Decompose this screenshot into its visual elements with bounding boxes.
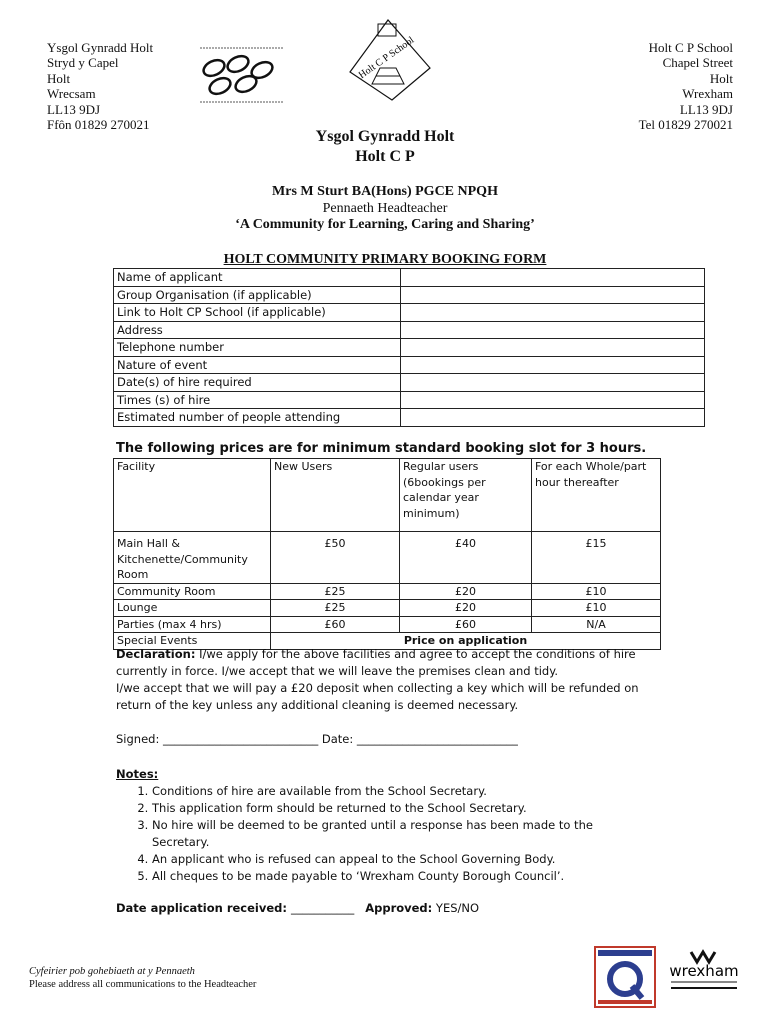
price-note: The following prices are for minimum standard booking slot for 3 hours. [116,441,647,456]
field-input[interactable] [401,321,705,339]
address-line: Ysgol Gynradd Holt [47,40,154,55]
field-input[interactable] [401,356,705,374]
field-label: Address [114,321,401,339]
note-item: 2. This application form should be returned to the School Secretary. [152,800,632,817]
price-cell: £10 [532,600,661,617]
address-line: LL13 9DJ [47,101,101,117]
address-line: Holt C P School [648,40,733,55]
address-line: Stryd y Capel [47,55,119,71]
price-cell: £20 [400,600,532,617]
field-input[interactable] [401,286,705,304]
crest-text: Holt C P School [356,34,417,82]
price-cell: £25 [271,600,400,617]
column-header: Regular users (6bookings per calendar year minimum) [400,459,532,532]
column-header: New Users [271,459,400,532]
table-row [114,304,705,322]
declaration [116,646,646,714]
table-row [114,616,661,633]
table-row [114,600,661,617]
note-item: 5. All cheques to be made payable to ‘Wrexham County Borough Council’. [152,868,632,885]
facility-cell: Main Hall & Kitchenette/Community Room [114,532,271,584]
address-line: Holt [47,70,71,86]
headteacher-name: Mrs M Sturt BA(Hons) PGCE NPQH [272,184,498,199]
notes-title: Notes: [116,767,159,781]
school-title-welsh: Ysgol Gynradd Holt [315,128,455,145]
school-crest-logo [342,14,434,106]
price-table [113,458,661,650]
received-blank[interactable]: ___________ [290,901,355,915]
price-on-application: Price on application [271,633,661,650]
english-address [639,40,733,132]
table-row [114,374,705,392]
field-label: Times (s) of hire [114,391,401,409]
declaration-label: Declaration: [116,647,196,661]
field-label: Group Organisation (if applicable) [114,286,401,304]
wrexham-logo-text: wrexham [669,962,739,980]
school-title-english: Holt C P [355,148,415,165]
table-row [114,286,705,304]
received-label: Date application received: [116,901,291,915]
facility-cell: Special Events [114,633,271,650]
facility-cell: Lounge [114,600,271,617]
footer-welsh: Cyfeirier pob gohebiaeth at y Pennaeth [29,966,195,977]
table-row [114,269,705,287]
note-item: 4. An applicant who is refused can appeal to the School Governing Body. [152,851,632,868]
signature-line[interactable]: Signed: ___________________________ Date: ____________________________ [116,732,518,746]
footer-english: Please address all communications to the Headteacher [29,979,257,990]
field-input[interactable] [401,304,705,322]
office-use-line [116,900,479,917]
field-input[interactable] [401,339,705,357]
address-line: Chapel Street [662,55,733,71]
applicant-details-table [113,268,705,427]
price-cell: £10 [532,583,661,600]
headteacher-role: Pennaeth Headteacher [322,201,448,216]
approved-value: YES/NO [432,901,480,915]
approved-label: Approved: [365,901,433,915]
table-row [114,356,705,374]
table-header-row [114,459,661,532]
welsh-address [47,40,153,132]
address-line: LL13 9DJ [679,101,733,117]
price-cell: £60 [271,616,400,633]
field-input[interactable] [401,391,705,409]
declaration-text-2: I/we accept that we will pay a £20 deposit when collecting a key which will be refunded on return of the key unless any additional cleaning is deemed necessary. [116,681,639,712]
note-item: 3. No hire will be deemed to be granted until a response has been made to the Secretary. [152,817,632,851]
field-label: Date(s) of hire required [114,374,401,392]
field-label: Estimated number of people attending [114,409,401,427]
form-title: HOLT COMMUNITY PRIMARY BOOKING FORM [223,252,547,267]
price-cell: £20 [400,583,532,600]
field-input[interactable] [401,374,705,392]
field-input[interactable] [401,269,705,287]
table-row [114,532,661,584]
price-cell: £25 [271,583,400,600]
address-line: Holt [709,70,733,86]
table-row [114,409,705,427]
wrexham-council-logo [665,948,743,992]
price-cell: £15 [532,532,661,584]
notes-section [116,766,632,885]
price-cell: £50 [271,532,400,584]
address-line: Ffôn 01829 270021 [47,117,150,133]
field-label: Nature of event [114,356,401,374]
address-line: Wrecsam [47,86,96,102]
leaves-logo [196,44,288,106]
column-header: Facility [114,459,271,532]
table-row [114,391,705,409]
school-motto: ‘A Community for Learning, Caring and Sharing’ [235,217,535,232]
footer [29,965,256,991]
quality-mark-logo [594,946,656,1008]
address-line: Tel 01829 270021 [638,117,733,133]
table-row [114,583,661,600]
field-label: Link to Holt CP School (if applicable) [114,304,401,322]
field-label: Name of applicant [114,269,401,287]
declaration-para [116,646,646,680]
price-cell: N/A [532,616,661,633]
address-line: Wrexham [682,86,733,102]
declaration-text: I/we apply for the above facilities and agree to accept the conditions of hire currently in force. I/we accept that we will leave the premises clean and tidy. [116,647,636,678]
table-row [114,321,705,339]
field-input[interactable] [401,409,705,427]
facility-cell: Community Room [114,583,271,600]
note-item: 1. Conditions of hire are available from the School Secretary. [152,783,632,800]
price-cell: £40 [400,532,532,584]
price-cell: £60 [400,616,532,633]
field-label: Telephone number [114,339,401,357]
table-row [114,339,705,357]
column-header: For each Whole/part hour thereafter [532,459,661,532]
facility-cell: Parties (max 4 hrs) [114,616,271,633]
